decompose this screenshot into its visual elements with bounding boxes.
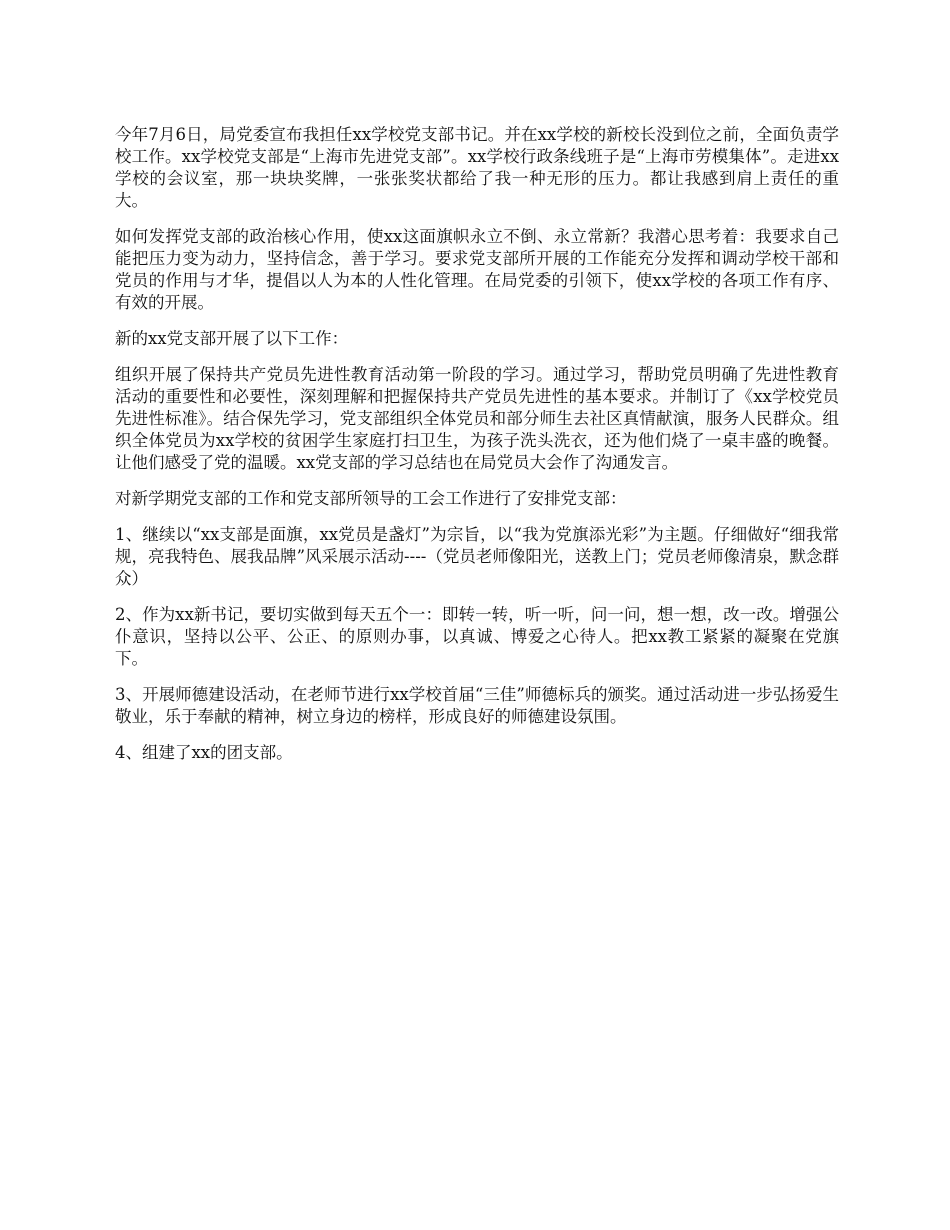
paragraph-study-activity: 组织开展了保持共产党员先进性教育活动第一阶段的学习。通过学习，帮助党员明确了先进性教育活动的重要性和必要性，深刻理解和把握保持共产党员先进性的基本要求。并制订了《xx学校党员先进性标准》。结合保先学习，党支部组织全体党员和部分师生去社区真情献演，服务人民群众。组织全体党员为xx学校的贫困学生家庭打扫卫生，为孩子洗头洗衣，还为他们烧了一桌丰盛的晚餐。让他们感受了党的温暖。xx党支部的学习总结也在局党员大会作了沟通发言。 xyxy=(115,365,839,472)
paragraph-reflection: 如何发挥党支部的政治核心作用，使xx这面旗帜永立不倒、永立常新？我潜心思考着：我要求自己能把压力变为动力，坚持信念，善于学习。要求党支部所开展的工作能充分发挥和调动学校干部和党员的作用与才华，提倡以人为本的人性化管理。在局党委的引领下，使xx学校的各项工作有序、有效的开展。 xyxy=(115,227,839,312)
paragraph-intro: 今年7月6日，局党委宣布我担任xx学校党支部书记。并在xx学校的新校长没到位之前，全面负责学校工作。xx学校党支部是“上海市先进党支部”。xx学校行政条线班子是“上海市劳模集体”。走进xx学校的会议室，那一块块奖牌，一张张奖状都给了我一种无形的压力。都让我感到肩上责任的重大。 xyxy=(115,125,839,210)
list-item-3: 3、开展师德建设活动，在老师节进行xx学校首届“三佳”师德标兵的颁奖。通过活动进一步弘扬爱生敬业，乐于奉献的精神，树立身边的榜样，形成良好的师德建设氛围。 xyxy=(115,685,839,726)
list-item-4: 4、组建了xx的团支部。 xyxy=(115,743,293,762)
paragraph-arrangement: 对新学期党支部的工作和党支部所领导的工会工作进行了安排党支部： xyxy=(115,489,627,508)
list-item-2: 2、作为xx新书记，要切实做到每天五个一：即转一转，听一听，问一问，想一想，改一改。增强公仆意识，坚持以公平、公正、的原则办事，以真诚、博爱之心待人。把xx教工紧紧的凝聚在党旗下。 xyxy=(115,605,839,668)
list-item-1: 1、继续以“xx支部是面旗，xx党员是盏灯”为宗旨，以“我为党旗添光彩”为主题。仔细做好“细我常规，亮我特色、展我品牌”风采展示活动----（党员老师像阳光，送教上门；党员老师像清泉，默念群众） xyxy=(115,525,839,588)
document-page xyxy=(115,124,839,778)
paragraph-work-heading: 新的xx党支部开展了以下工作： xyxy=(115,329,349,348)
